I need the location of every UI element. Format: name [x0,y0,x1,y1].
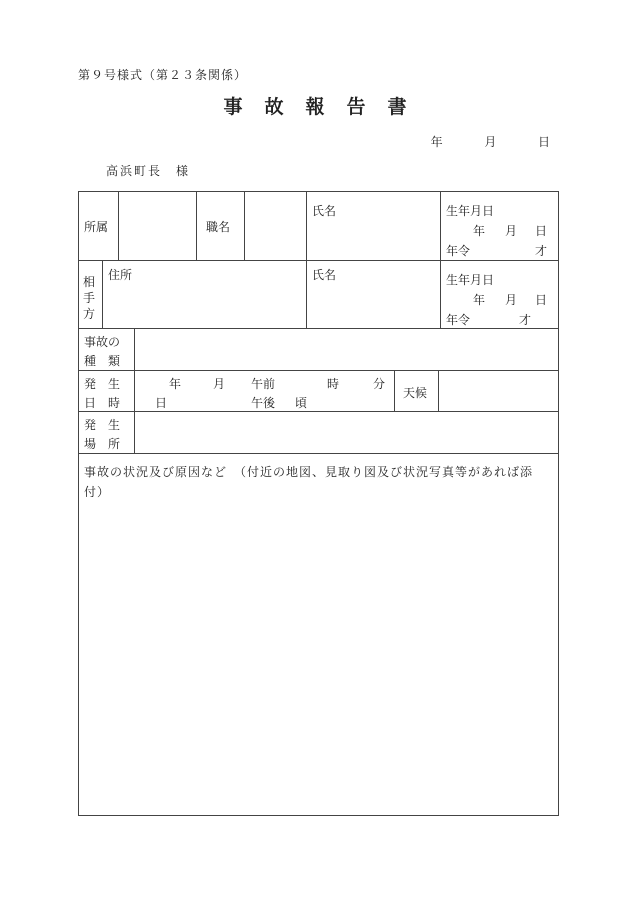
other-party-table [78,260,559,329]
occurrence-place-table [78,411,559,454]
dob-day-label: 日 [535,224,548,238]
addressee: 高浜町長 様 [106,164,191,178]
other-party-dob-year: 年 [473,293,486,307]
weather-label-cell [395,371,439,412]
am-label: 午前 [251,377,276,391]
other-party-label-2: 手 [83,291,96,305]
hour-label: 時 [327,377,340,391]
date-year-label: 年 [430,135,443,149]
dob-year-label: 年 [473,224,486,238]
address-label: 住所 [108,268,133,282]
weather-field[interactable] [439,371,559,412]
accident-type-label-2: 種 類 [84,354,121,368]
dob-label: 生年月日 [446,204,495,218]
occurrence-place-label-1: 発 生 [84,418,121,432]
affiliation-label-cell [79,192,119,261]
occurrence-month-label: 月 [213,377,226,391]
occurrence-place-field[interactable] [135,412,559,454]
circumstances-field[interactable] [79,454,559,816]
occurrence-datetime-field[interactable] [135,371,395,412]
occurrence-datetime-label-1: 発 生 [84,377,121,391]
pm-label: 午後 [251,396,276,410]
other-party-age-label: 年令 [446,313,471,327]
affiliation-label: 所属 [84,220,109,234]
approx-label: 頃 [295,396,308,410]
job-title-label-cell [197,192,245,261]
date-month-label: 月 [484,135,497,149]
other-party-label-cell [79,261,103,329]
circumstances-table [78,453,559,816]
job-title-label: 職名 [206,220,231,234]
other-party-label-1: 相 [83,275,96,289]
report-date-line [431,133,550,150]
minute-label: 分 [373,377,386,391]
affiliation-field[interactable] [119,192,197,261]
document-title: 事故報告書 [223,96,429,118]
occurrence-datetime-label-2: 日 時 [84,396,121,410]
other-party-dob-field[interactable] [441,261,559,329]
circumstances-label: 事故の状況及び原因など （付近の地図、見取り図及び状況写真等があれば添付） [84,465,534,499]
other-party-label-3: 方 [83,307,96,321]
occurrence-year-label: 年 [169,377,182,391]
other-party-dob-label: 生年月日 [446,273,495,287]
other-party-age-unit: 才 [519,313,532,327]
name-label: 氏名 [312,204,337,218]
dob-field[interactable] [441,192,559,261]
weather-label: 天候 [403,386,428,400]
age-unit: 才 [535,244,548,258]
occurrence-datetime-table [78,370,559,412]
date-day-label: 日 [537,135,550,149]
job-title-field[interactable] [245,192,307,261]
name-field[interactable] [307,192,441,261]
form-code: 第９号様式（第２３条関係） [78,68,248,82]
accident-type-table [78,328,559,371]
dob-month-label: 月 [505,224,518,238]
other-party-dob-month: 月 [505,293,518,307]
accident-type-field[interactable] [135,329,559,371]
other-party-name-field[interactable] [307,261,441,329]
reporter-info-table [78,191,559,261]
other-party-address-field[interactable] [103,261,307,329]
age-label: 年令 [446,244,471,258]
other-party-dob-day: 日 [535,293,548,307]
accident-type-label-cell [79,329,135,371]
occurrence-day-label: 日 [155,396,168,410]
other-party-name-label: 氏名 [312,268,337,282]
occurrence-datetime-label-cell [79,371,135,412]
accident-type-label-1: 事故の [84,335,121,349]
occurrence-place-label-cell [79,412,135,454]
occurrence-place-label-2: 場 所 [84,437,121,451]
